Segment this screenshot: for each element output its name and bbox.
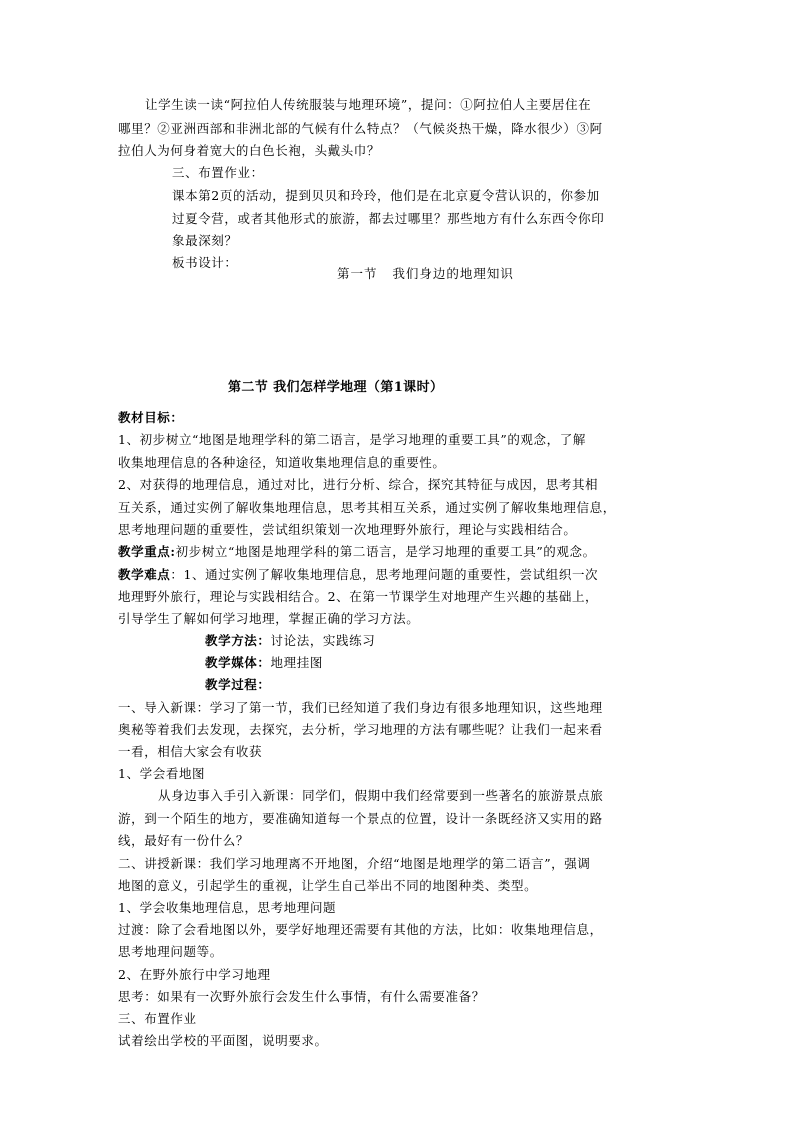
- key-label: 教学重点:: [118, 544, 176, 559]
- s4-heading: 2、在野外旅行中学习地理: [118, 967, 271, 982]
- difficult-line2: 地理野外旅行，理论与实践相结合。2、在第一节课学生对地理产生兴趣的基础上，: [118, 589, 599, 604]
- homework-line2: 过夏令营，或者其他形式的旅游，都去过哪里？那些地方有什么东西令你印: [172, 211, 605, 226]
- s5-text: 试着绘出学校的平面图，说明要求。: [118, 1033, 328, 1048]
- intro-line1: 一、导入新课：学习了第一节，我们已经知道了我们身边有很多地理知识，这些地理: [118, 700, 603, 715]
- homework-line1: 课本第2页的活动，提到贝贝和玲玲，他们是在北京夏令营认识的，你参加: [172, 188, 600, 203]
- s1-heading: 1、学会看地图: [118, 766, 206, 781]
- goal1-line1: 1、初步树立“地图是地理学科的第二语言，是学习地理的重要工具”的观念，了解: [118, 432, 586, 447]
- para1-line1: 让学生读一读“阿拉伯人传统服装与地理环境”，提问：①阿拉伯人主要居住在: [145, 97, 592, 112]
- goal2-line2: 互关系，通过实例了解收集地理信息，思考其相互关系，通过实例了解收集地理信息，: [118, 500, 616, 515]
- goal1-line2: 收集地理信息的各种途径，知道收集地理信息的重要性。: [118, 455, 446, 470]
- para1-line2: 哪里？②亚洲西部和非洲北部的气候有什么特点？（气候炎热干燥，降水很少）③阿: [118, 121, 603, 136]
- media-label: 教学媒体：: [205, 655, 271, 670]
- difficult-line1: [118, 564, 598, 587]
- goal2-line1: 2、对获得的地理信息，通过对比，进行分析、综合，探究其特征与成因，思考其相: [118, 477, 599, 492]
- key-point: [118, 541, 596, 564]
- board-label: 板书设计：: [172, 255, 238, 270]
- difficult-label: 教学难点: [118, 567, 171, 582]
- s5-heading: 三、布置作业: [118, 1011, 197, 1026]
- s2-line2: 地图的意义，引起学生的重视，让学生自己举出不同的地图种类、类型。: [118, 878, 538, 893]
- s1-line2: 游，到一个陌生的地方，要准确知道每一个景点的位置，设计一条既经济又实用的路: [118, 811, 603, 826]
- section-title: 第二节 我们怎样学地理（第1课时）: [228, 380, 444, 395]
- homework-heading: 三、布置作业：: [172, 165, 264, 180]
- s3-line1: 过渡：除了会看地图以外，要学好地理还需要有其他的方法，比如：收集地理信息，: [118, 922, 603, 937]
- s1-line3: 线，最好有一份什么？: [118, 833, 250, 848]
- method-text: 讨论法，实践练习: [270, 633, 376, 648]
- method-line: [205, 630, 375, 653]
- difficult-line3: 引导学生了解如何学习地理，掌握正确的学习方法。: [118, 611, 420, 626]
- para1-line3: 拉伯人为何身着宽大的白色长袍，头戴头巾？: [118, 143, 381, 158]
- media-line: [205, 652, 323, 675]
- intro-line2: 奥秘等着我们去发现，去探究，去分析，学习地理的方法有哪些呢？让我们一起来看: [118, 722, 603, 737]
- s4-text: 思考：如果有一次野外旅行会发生什么事情，有什么需要准备？: [118, 989, 485, 1004]
- process-label: 教学过程：: [205, 677, 271, 692]
- goals-label: 教材目标：: [118, 410, 184, 425]
- s3-line2: 思考地理问题等。: [118, 944, 223, 959]
- s1-line1: 从身边事入手引入新课：同学们，假期中我们经常要到一些著名的旅游景点旅: [158, 788, 604, 803]
- board-title: 第一节 我们身边的地理知识: [337, 266, 514, 281]
- goal2-line3: 思考地理问题的重要性，尝试组织策划一次地理野外旅行，理论与实践相结合。: [118, 522, 577, 537]
- homework-line3: 象最深刻？: [172, 233, 238, 248]
- intro-line3: 一看，相信大家会有收获: [118, 744, 263, 759]
- method-label: 教学方法：: [205, 633, 271, 648]
- key-text: 初步树立“地图是地理学科的第二语言，是学习地理的重要工具”的观念。: [175, 544, 596, 559]
- s2-line1: 二、讲授新课：我们学习地理离不开地图，介绍“地图是地理学的第二语言”，强调: [118, 856, 591, 871]
- difficult-text-1: ：1、通过实例了解收集地理信息，思考地理问题的重要性，尝试组织一次: [170, 567, 599, 582]
- media-text: 地理挂图: [270, 655, 323, 670]
- s3-heading: 1、学会收集地理信息，思考地理问题: [118, 900, 337, 915]
